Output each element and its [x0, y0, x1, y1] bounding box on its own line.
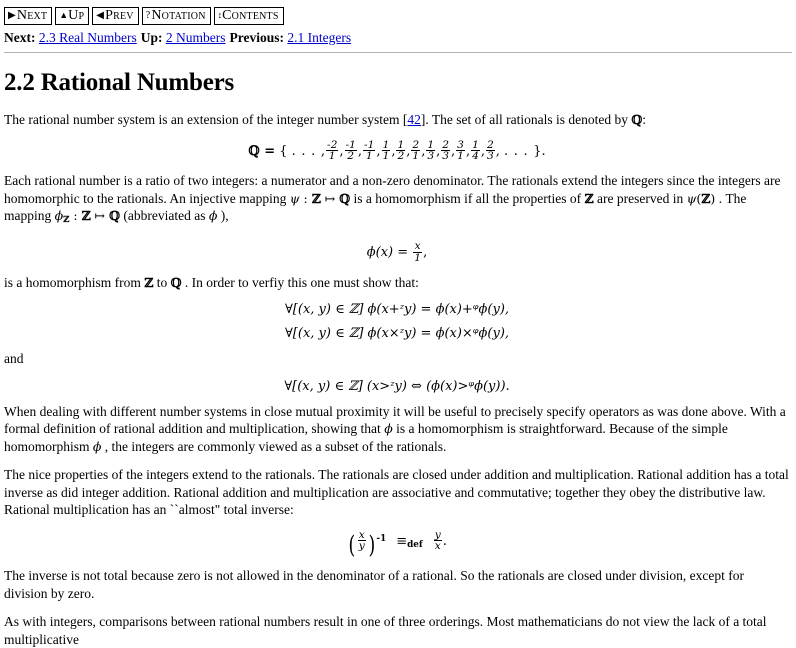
left-paren-icon: (: [348, 529, 356, 559]
hom-text-b: to: [156, 274, 168, 290]
fraction-item: $\frac{1}{4}$: [472, 137, 479, 163]
navigation-button-bar: [2, 4, 794, 27]
equation-addition-homomorphism: [4, 302, 790, 316]
nav-button-prev-label: Prev: [105, 8, 134, 23]
nav-button-notation[interactable]: [142, 7, 211, 25]
math-integers-symbol-2: ℤ: [144, 274, 154, 290]
equiv-symbol: ≡: [396, 533, 408, 549]
intro-text-b: ]. The set of all rationals is denoted by: [420, 112, 628, 127]
equation-order-homomorphism: [4, 379, 790, 393]
breadcrumb-up-link[interactable]: 2 Numbers: [165, 30, 226, 45]
fraction-item: $\frac{1}{1}$: [382, 137, 390, 163]
eq-multiplication-hom-text: ∀[(x, y) ∈ ℤ] ϕ(x×ᶻy) = ϕ(x)×ᵠϕ(y),: [284, 326, 510, 342]
paragraph-orderings-clipped: As with integers, comparisons between rational numbers result in one of three orderings. Most mathematicians do not view the lack of a total multiplicative: [4, 614, 767, 647]
paragraph-operator-specification: [4, 403, 790, 456]
paragraph-intro: [4, 111, 790, 129]
math-phi-symbol: ϕ: [208, 208, 218, 224]
nav-button-next[interactable]: [4, 7, 52, 25]
equation-multiplicative-inverse: ( $\frac{x}{y}$ )$^{-1} \equiv_{def}$ $\frac{y}{x}$ .: [348, 527, 447, 559]
hom-text-c: . In order to verfiy this one must show that:: [184, 274, 419, 290]
fraction-item: $\frac{-1}{2}$: [345, 137, 356, 163]
fraction-item: $\frac{2}{3}$: [442, 137, 450, 163]
contents-icon: ↕: [217, 10, 222, 20]
eq-set-lhs: ℚ =: [248, 143, 276, 159]
citation-link-42[interactable]: 42: [407, 112, 421, 127]
next-arrow-icon: ▶: [8, 10, 16, 21]
nav-button-next-label: Next: [16, 8, 48, 23]
math-integers-symbol: ℤ: [584, 190, 594, 206]
ratio-text-d: . The mapping: [4, 190, 747, 224]
nav-button-notation-label: Notation: [151, 8, 206, 23]
operator-text-c: , the integers are commonly viewed as a subset of the rationals.: [104, 438, 447, 454]
right-paren-icon: ): [368, 529, 375, 559]
fraction-item: $\frac{2}{3}$: [487, 137, 494, 163]
operator-text-a: When dealing with different number systems in close mutual proximity it will be useful to precisely specify operators as was done above. With a formal definition of rational addition and multiplication, showing that: [4, 403, 786, 437]
fraction-x-over-1: $\frac{x}{1}$: [414, 238, 422, 264]
fraction-x-over-y: $\frac{x}{y}$: [358, 527, 365, 553]
math-phi-z-mapping: $\phi_ℤ$ : ℤ ↦ ℚ: [54, 208, 121, 226]
ratio-text-b: is a homomorphism if all the properties of: [353, 190, 582, 206]
paragraph-nice-properties: The nice properties of the integers extend to the rationals. The rationals are closed under addition and multiplication. Rational addition has a total inverse as did integer addition. Rational addition and multiplication are associative and commutative; together they obey the distributive law. Rational multiplication has an ``almost" total inverse:: [4, 467, 789, 518]
nav-button-up[interactable]: [55, 7, 89, 25]
math-rationals-symbol-2: ℚ: [170, 274, 182, 290]
math-psi-mapping: ψ : ℤ ↦ ℚ: [289, 190, 351, 206]
breadcrumb-next-link[interactable]: 2.3 Real Numbers: [38, 30, 137, 45]
equation-phi-definition: ϕ(x) = $\frac{x}{1}$ ,: [366, 238, 428, 264]
main-content: [2, 69, 794, 648]
eq-addition-hom-text: ∀[(x, y) ∈ ℤ] ϕ(x+ᶻy) = ϕ(x)+ᵠϕ(y),: [284, 302, 510, 318]
math-phi-symbol-3: ϕ: [92, 438, 102, 454]
ratio-text-c: are preserved in: [597, 190, 684, 206]
page-title: 2.2 Rational Numbers: [4, 69, 235, 96]
equation-rationals-set: ℚ = { . . . , $\frac{-2}{1}$ , $\frac{-1}{2}$ , $\frac{-1}{1}$ , $\frac{1}{1}$ , $\frac{1}{2}$ , $\frac{2}{1}$ , $\frac{1}{3}$ , $\frac{2}{3}$ , $\frac{3}{1}$ , $\frac{1}{4}$ , $\frac{2}{3}$ , . . . }.: [248, 137, 546, 163]
intro-text-a: The rational number system is an extension of the integer number system [: [4, 112, 408, 127]
breadcrumb-prev-label: Previous:: [229, 30, 284, 45]
hom-text-a: is a homomorphism from: [4, 274, 141, 290]
up-arrow-icon: ▲: [59, 10, 68, 20]
fraction-y-over-x: $\frac{y}{x}$: [434, 527, 441, 553]
paragraph-homomorphism-check: [4, 274, 790, 292]
fraction-item: $\frac{2}{1}$: [412, 137, 420, 163]
paragraph-ratio-definition: [4, 172, 790, 230]
fraction-item: $\frac{3}{1}$: [457, 137, 464, 163]
intro-text-c: :: [642, 112, 647, 127]
equation-multiplication-homomorphism: [4, 326, 790, 340]
nav-button-contents-label: Contents: [222, 8, 279, 23]
ratio-text-a: Each rational number is a ratio of two integers: a numerator and a non-zero denominator. The rationals extend the integers since the integers are homomorphic to the rationals. An injective mapping: [4, 173, 781, 206]
nav-button-contents[interactable]: [214, 7, 284, 25]
fraction-item: $\frac{1}{2}$: [397, 137, 405, 163]
nav-button-prev[interactable]: [92, 7, 138, 25]
breadcrumb-prev-link[interactable]: 2.1 Integers: [287, 30, 352, 45]
question-mark-icon: ?: [145, 10, 151, 21]
eq-phi-lhs: ϕ(x) =: [366, 244, 409, 260]
math-rationals-symbol: ℚ: [631, 112, 643, 127]
fraction-item: $\frac{-1}{1}$: [364, 137, 375, 163]
nav-button-up-label: Up: [68, 8, 85, 23]
breadcrumb: [2, 27, 794, 46]
operator-text-b: is a homomorphism is straightforward. Because of the simple homomorphism: [4, 421, 728, 454]
paragraph-inverse-not-total: The inverse is not total because zero is not allowed in the denominator of a rational. So the rationals are closed under division, except for division by zero.: [4, 568, 745, 601]
horizontal-divider: [4, 52, 792, 53]
ratio-text-e: (abbreviated as: [123, 208, 206, 224]
math-phi-symbol-2: ϕ: [384, 421, 393, 437]
math-psi-of-z: ψ(ℤ): [686, 190, 716, 206]
fraction-item: $\frac{1}{3}$: [427, 137, 435, 163]
eq-order-hom-text: ∀[(x, y) ∈ ℤ] (x>ᶻy) ⇔ (ϕ(x)>ᵠϕ(y)).: [284, 378, 510, 394]
ratio-text-f: ),: [220, 208, 229, 224]
paragraph-and-connector: and: [4, 351, 24, 367]
equiv-subscript-def: def: [407, 539, 423, 550]
fraction-item: $\frac{-2}{1}$: [326, 137, 338, 163]
prev-arrow-icon: ◀: [96, 10, 105, 21]
exponent-minus-one: -1: [376, 533, 387, 544]
breadcrumb-up-label: Up:: [140, 30, 163, 45]
breadcrumb-next-label: Next:: [4, 30, 36, 45]
